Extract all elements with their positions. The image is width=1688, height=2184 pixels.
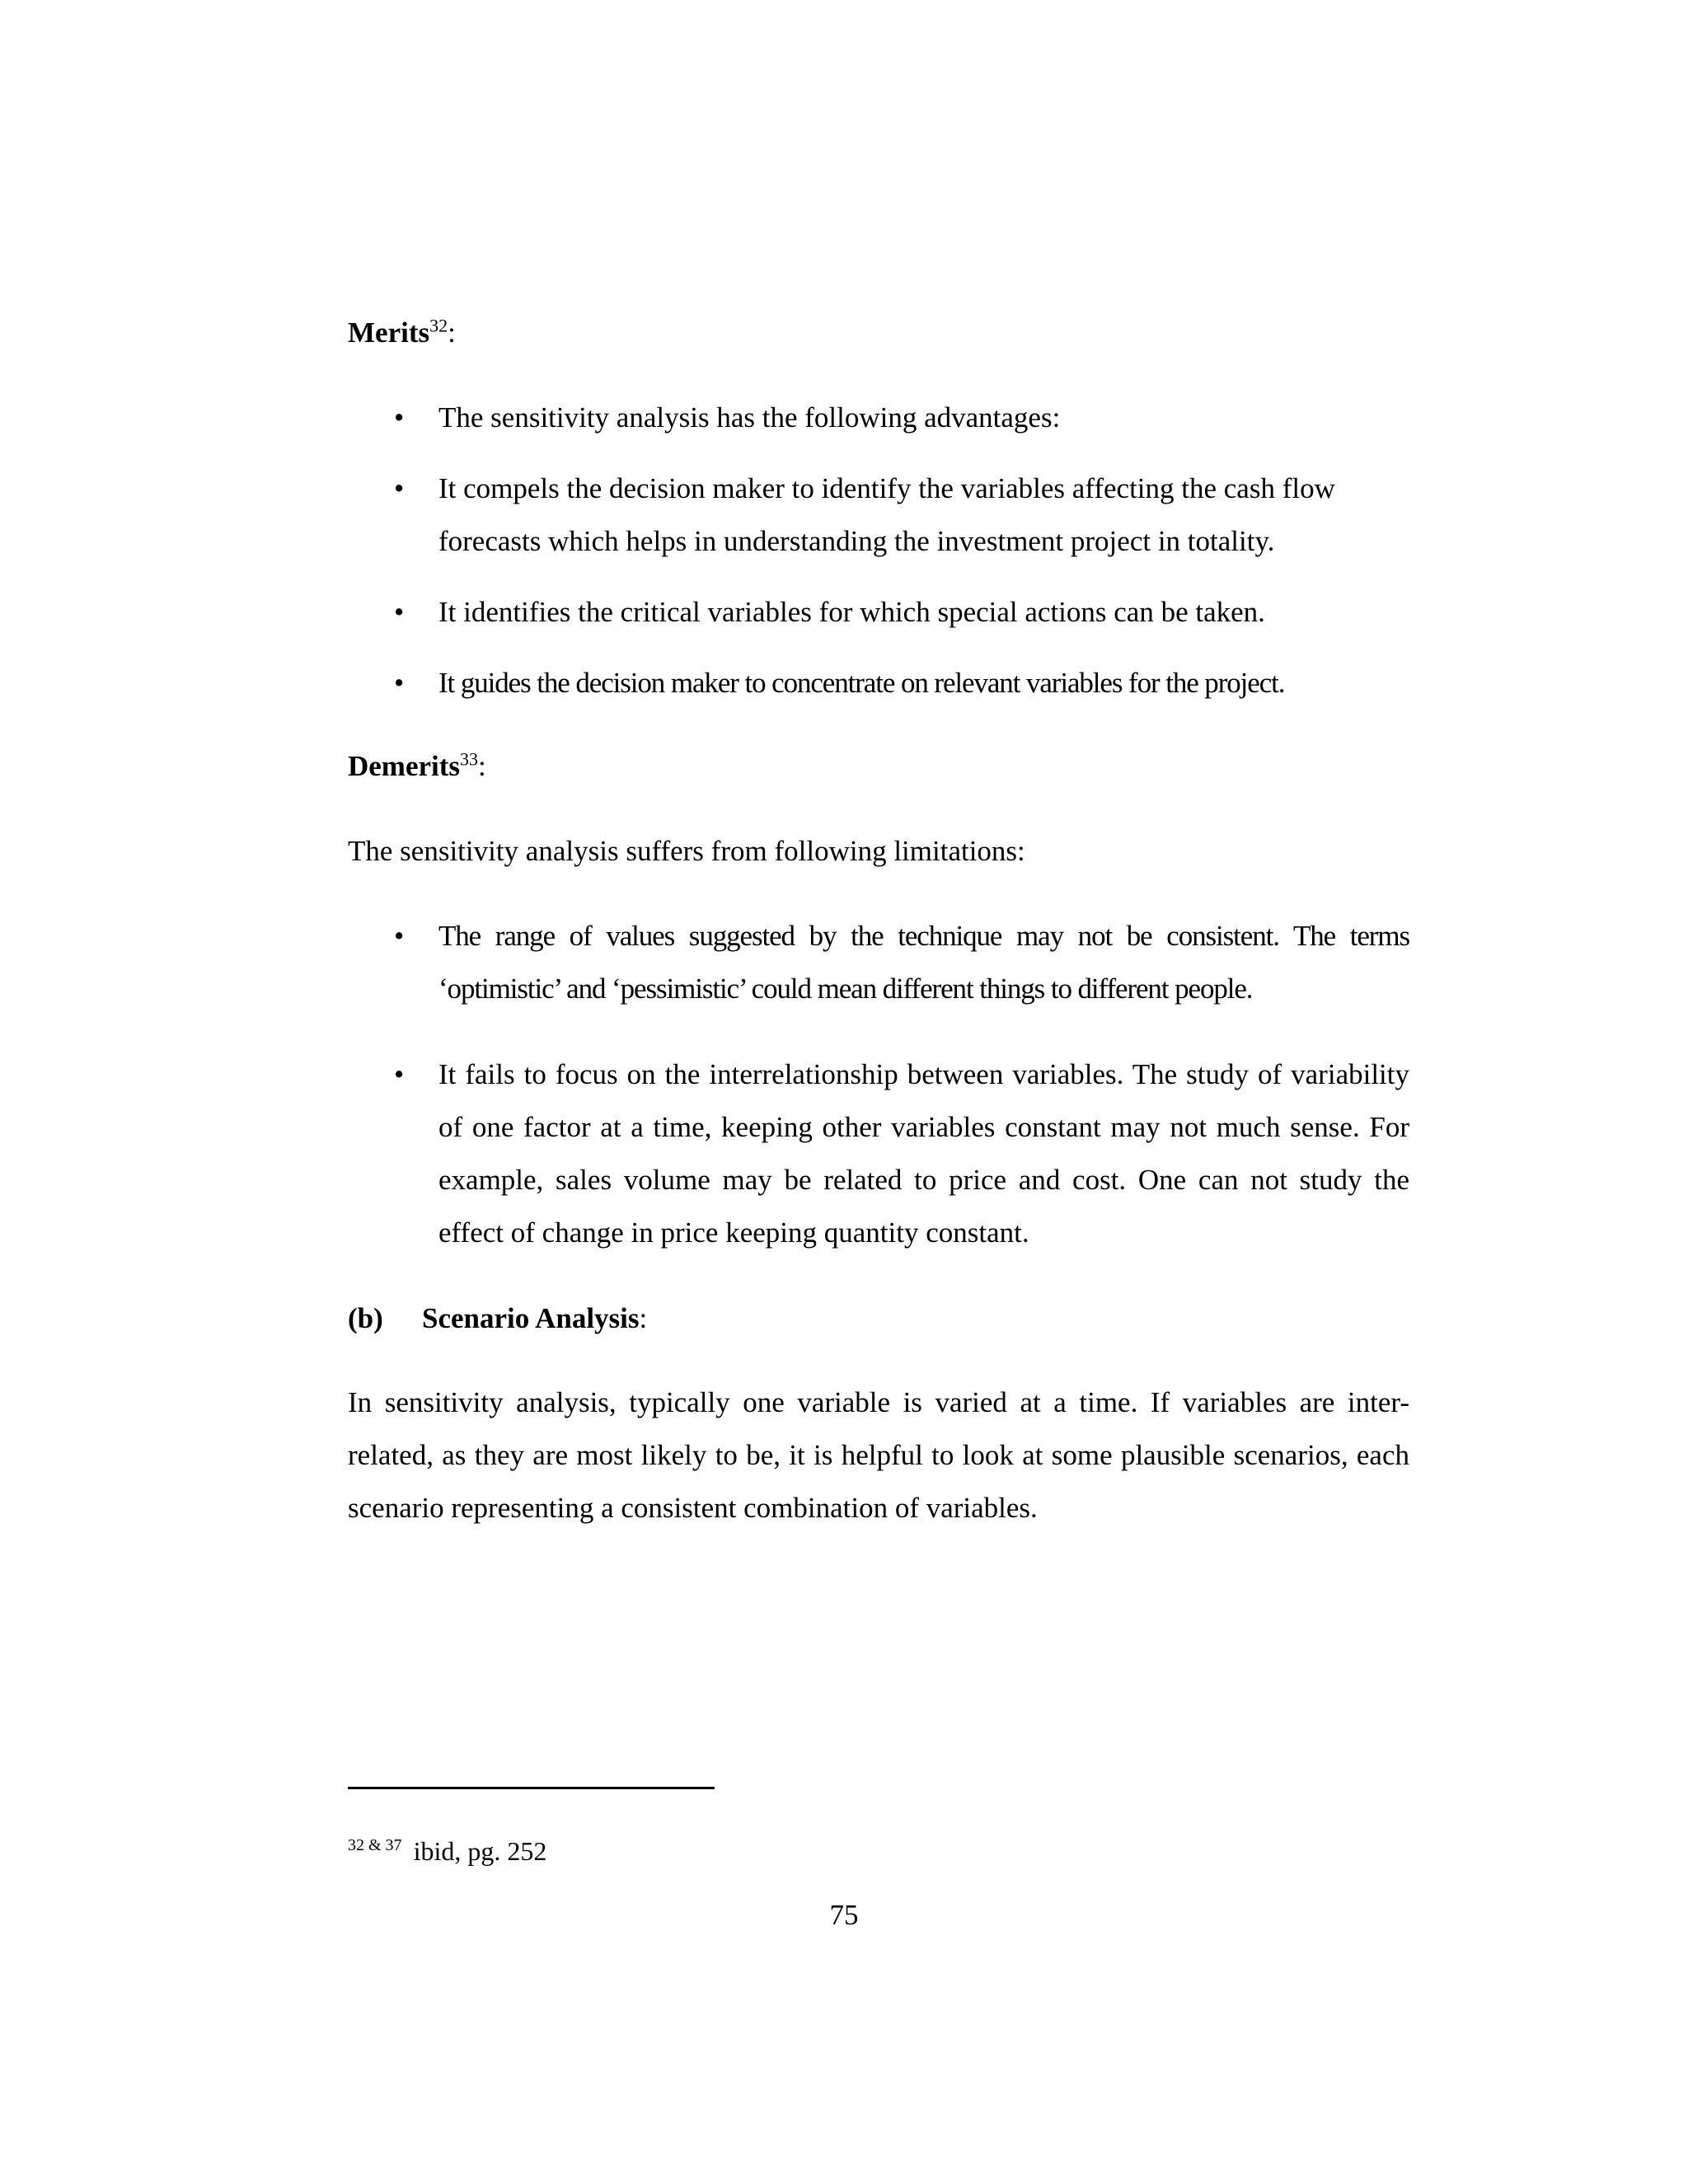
bullet-icon: • <box>394 596 405 628</box>
bullet-icon: • <box>394 920 404 952</box>
demerits-intro: The sensitivity analysis suffers from following limitations: <box>348 835 1025 867</box>
list-item <box>387 586 1409 639</box>
footnote-ref: 32 & 37 <box>348 1836 402 1855</box>
bullet-icon: • <box>394 667 404 699</box>
merits-list <box>387 391 1409 710</box>
merits-footnote-ref: 32 <box>429 315 448 336</box>
list-item <box>387 657 1409 710</box>
merits-item-text: The sensitivity analysis has the following advantages: <box>438 401 1061 434</box>
scenario-heading-text: Scenario Analysis <box>422 1302 640 1334</box>
bullet-icon: • <box>394 472 405 504</box>
demerits-heading-colon: : <box>478 750 486 782</box>
demerits-item-text: It fails to focus on the interrelationship between variables. The study of variability of one factor at a time, keeping other variables constant may not much sense. For example, sales volume may be related to price and cost. One can not study the effect of change in price keeping quantity constant. <box>438 1058 1409 1249</box>
list-item <box>387 391 1409 444</box>
merits-heading-colon: : <box>448 316 456 349</box>
scenario-heading <box>348 1292 1409 1345</box>
scenario-paragraph: In sensitivity analysis, typically one variable is varied at a time. If variables are inter-related, as they are most likely to be, it is helpful to look at some plausible scenarios, each scenario representing a consistent combination of variables. <box>348 1386 1409 1524</box>
list-item <box>387 910 1409 1015</box>
list-item <box>387 1048 1409 1259</box>
list-item <box>387 462 1409 568</box>
page-number: 75 <box>829 1899 859 1931</box>
merits-item-text: It guides the decision maker to concentrate on relevant variables for the project. <box>438 667 1285 699</box>
scenario-label: (b) <box>348 1302 383 1334</box>
merits-item-text: It identifies the critical variables for which special actions can be taken. <box>438 596 1265 628</box>
demerits-heading-text: Demerits <box>348 750 461 782</box>
bullet-icon: • <box>394 401 405 434</box>
footnote-text: ibid, pg. 252 <box>413 1836 547 1866</box>
scenario-heading-colon: : <box>639 1302 648 1334</box>
bullet-icon: • <box>394 1058 405 1090</box>
footnote-rule <box>348 1787 715 1789</box>
footnote <box>348 1828 546 1874</box>
demerits-item-text: The range of values suggested by the technique may not be consistent. The terms ‘optimistic’ and ‘pessimistic’ could mean different things to different people. <box>438 920 1409 1005</box>
merits-item-text: It compels the decision maker to identify the variables affecting the cash flow forecasts which helps in understanding the investment project in totality. <box>438 472 1335 557</box>
demerits-heading <box>348 740 1409 793</box>
merits-heading-text: Merits <box>348 316 430 349</box>
merits-heading <box>348 307 1409 359</box>
demerits-footnote-ref: 33 <box>460 748 479 770</box>
demerits-list <box>387 910 1409 1259</box>
